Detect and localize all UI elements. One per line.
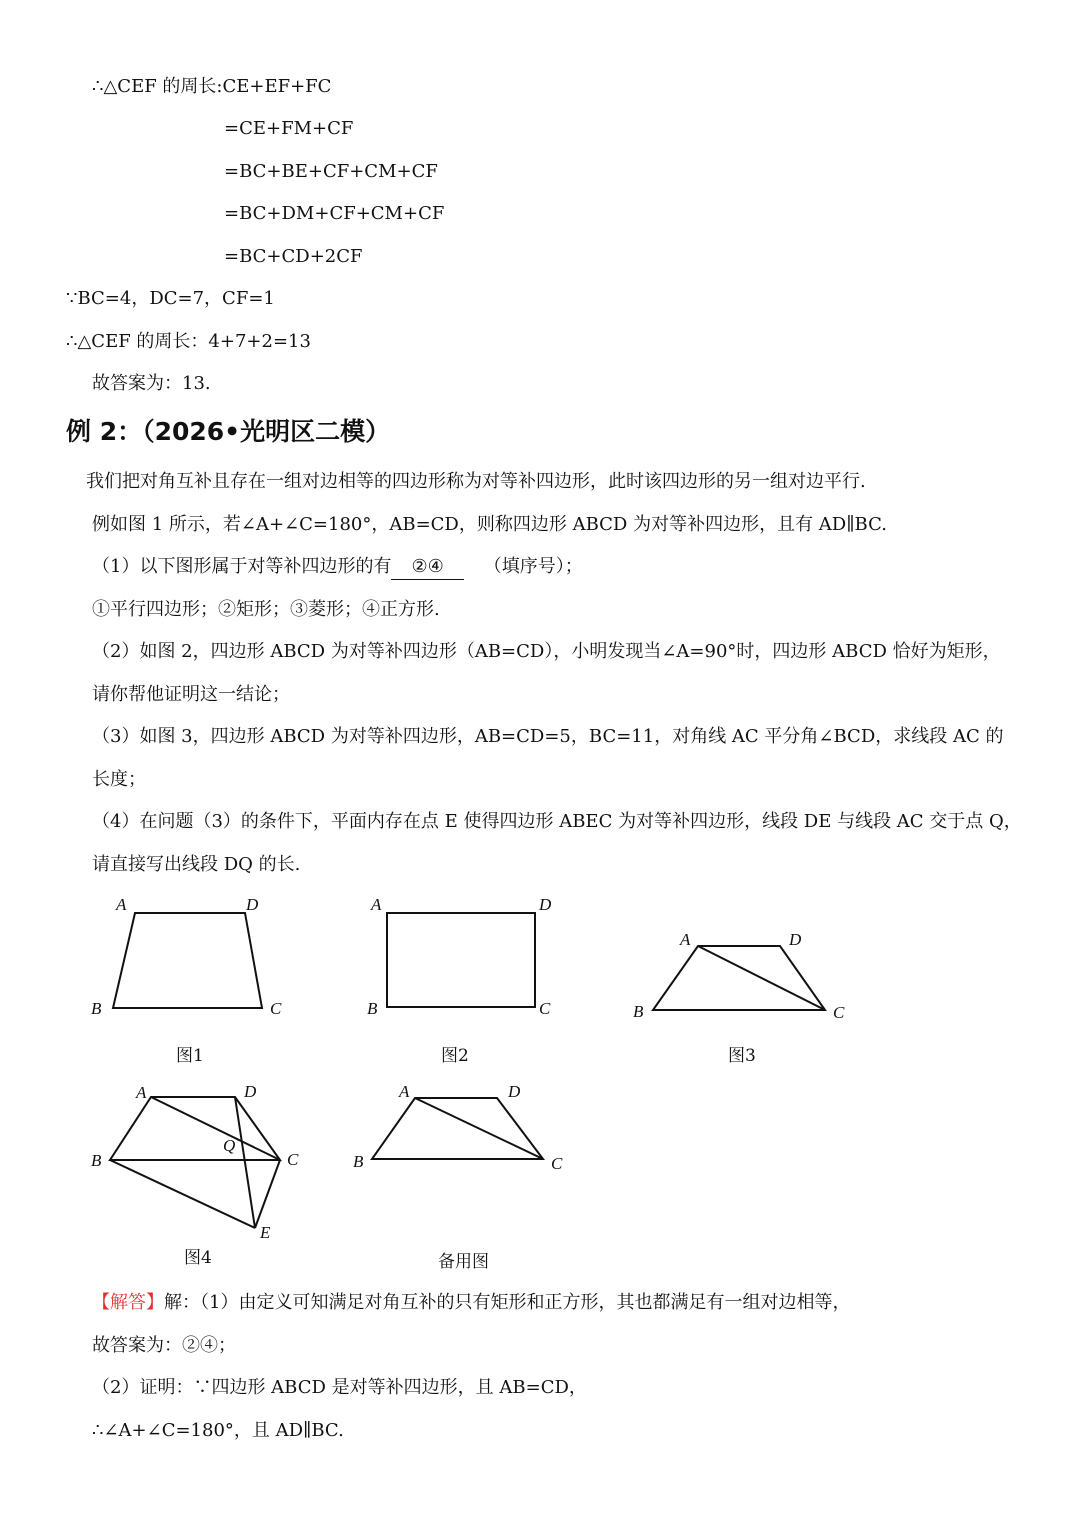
prev-step-2: =BC+BE+CF+CM+CF <box>224 161 438 182</box>
figure-2-label-d: D <box>539 895 552 914</box>
figure-3-diagonal-ac <box>698 946 825 1010</box>
figure-1 <box>80 888 310 1078</box>
figure-3-label-d: D <box>789 930 802 949</box>
figure-3-trapezoid <box>653 946 825 1010</box>
figure-3 <box>625 925 865 1075</box>
figure-1-trapezoid <box>113 913 262 1008</box>
prev-given: ∵BC=4，DC=7，CF=1 <box>66 288 275 309</box>
question-1-options: ①平行四边形；②矩形；③菱形；④正方形. <box>92 599 440 620</box>
figure-3-label-a: A <box>680 930 691 949</box>
figure-2-label-b: B <box>367 999 378 1018</box>
figure-4-caption: 图4 <box>184 1248 212 1268</box>
figure-3-caption: 图3 <box>728 1046 756 1066</box>
question-2-line-2: 请你帮他证明这一结论； <box>92 684 290 705</box>
figure-1-label-d: D <box>246 895 259 914</box>
figure-5 <box>345 1075 585 1285</box>
prev-step-3: =BC+DM+CF+CM+CF <box>224 203 445 224</box>
question-3-line-1: （3）如图 3，四边形 ABCD 为对等补四边形，AB=CD=5，BC=11，对角线 AC 平分角∠BCD，求线段 AC 的 <box>92 726 1004 747</box>
figure-4-label-a: A <box>136 1083 147 1102</box>
figure-2-rectangle <box>387 913 535 1007</box>
figure-4-segment-be <box>110 1160 255 1228</box>
solution-line-3: （2）证明：∵四边形 ABCD 是对等补四边形，且 AB=CD， <box>92 1377 587 1398</box>
example-text: 例如图 1 所示，若∠A+∠C=180°，AB=CD，则称四边形 ABCD 为对等补四边形，且有 AD∥BC. <box>92 514 887 535</box>
prev-step-1: =CE+FM+CF <box>224 118 354 139</box>
figure-2 <box>355 888 585 1078</box>
question-4-line-2: 请直接写出线段 DQ 的长. <box>92 854 301 875</box>
prev-step-4: =BC+CD+2CF <box>224 246 363 267</box>
solution-text-1: 解：（1）由定义可知满足对角互补的只有矩形和正方形，其也都满足有一组对边相等， <box>164 1292 851 1313</box>
figure-5-label-a: A <box>399 1082 410 1101</box>
question-1 <box>92 555 583 580</box>
figure-1-caption: 图1 <box>176 1046 204 1066</box>
figure-4-label-b: B <box>91 1151 102 1170</box>
figure-3-label-c: C <box>833 1003 845 1022</box>
figure-5-label-c: C <box>551 1154 563 1173</box>
figure-4-label-q: Q <box>223 1136 236 1155</box>
question-4-line-1: （4）在问题（3）的条件下，平面内存在点 E 使得四边形 ABEC 为对等补四边形，线段 DE 与线段 AC 交于点 Q， <box>92 811 1022 832</box>
solution-line-4: ∴∠A+∠C=180°，且 AD∥BC. <box>92 1420 344 1441</box>
figure-1-label-c: C <box>270 999 282 1018</box>
figure-1-label-b: B <box>91 999 102 1018</box>
question-2-line-1: （2）如图 2，四边形 ABCD 为对等补四边形（AB=CD），小明发现当∠A=90°时，四边形 ABCD 恰好为矩形， <box>92 641 1001 662</box>
figure-2-caption: 图2 <box>441 1046 469 1066</box>
question-1-suffix: （填序号）； <box>483 556 583 577</box>
figure-4-trapezoid <box>110 1097 280 1160</box>
figure-5-diagonal-ac <box>415 1098 543 1159</box>
figure-4-label-c: C <box>287 1150 299 1169</box>
figure-1-label-a: A <box>116 895 127 914</box>
figure-4-label-d: D <box>244 1082 257 1101</box>
figure-2-label-a: A <box>371 895 382 914</box>
question-1-prefix: （1）以下图形属于对等补四边形的有 <box>92 556 392 577</box>
solution-tag: 【解答】 <box>92 1292 164 1313</box>
solution-line-2: 故答案为：②④； <box>92 1335 236 1356</box>
example-heading: 例 2：（2026•光明区二模） <box>66 417 391 446</box>
figure-5-label-d: D <box>508 1082 521 1101</box>
figure-4-diagonal-ac <box>151 1097 280 1160</box>
figure-4-segment-de <box>235 1097 255 1228</box>
question-1-answer: ②④ <box>391 555 463 580</box>
figure-5-label-b: B <box>353 1152 364 1171</box>
figure-4-label-e: E <box>260 1223 271 1242</box>
figure-2-label-c: C <box>539 999 551 1018</box>
question-3-line-2: 长度； <box>92 769 146 790</box>
prev-result: ∴△CEF 的周长：4+7+2=13 <box>66 331 311 352</box>
solution-line-1 <box>92 1291 850 1315</box>
prev-perimeter-line: ∴△CEF 的周长:CE+EF+FC <box>92 76 332 97</box>
figure-4-segment-ec <box>255 1160 280 1228</box>
definition-text: 我们把对角互补且存在一组对边相等的四边形称为对等补四边形，此时该四边形的另一组对边平行. <box>86 471 866 492</box>
prev-answer: 故答案为：13. <box>92 373 211 394</box>
figure-5-caption: 备用图 <box>438 1252 489 1272</box>
figure-4 <box>80 1070 320 1280</box>
figure-5-trapezoid <box>372 1098 543 1159</box>
figure-3-label-b: B <box>633 1002 644 1021</box>
